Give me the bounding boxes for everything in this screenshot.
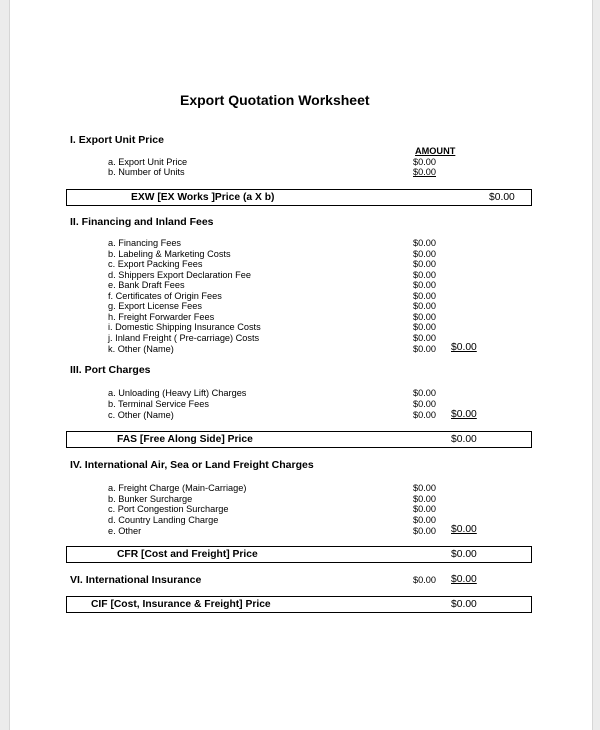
line-item-label: g. Export License Fees xyxy=(108,301,202,311)
line-item-amount: $0.00 xyxy=(413,157,436,167)
exw-price-box xyxy=(66,189,532,206)
line-item-amount: $0.00 xyxy=(413,483,436,493)
line-item-amount: $0.00 xyxy=(413,399,436,409)
line-item-label: b. Bunker Surcharge xyxy=(108,493,193,504)
line-item-amount: $0.00 xyxy=(413,504,436,514)
line-item-label: a. Export Unit Price xyxy=(108,157,188,167)
line-item-label: a. Freight Charge (Main-Carriage) xyxy=(108,483,247,493)
line-item-label: f. Certificates of Origin Fees xyxy=(108,290,222,301)
line-item-label: j. Inland Freight ( Pre-carriage) Costs xyxy=(108,332,260,343)
line-item-amount: $0.00 xyxy=(413,238,436,248)
line-item-label: i. Domestic Shipping Insurance Costs xyxy=(108,322,261,332)
line-item-amount: $0.00 xyxy=(413,167,436,177)
line-item-amount: $0.00 xyxy=(413,311,436,322)
section-4-total: $0.00 xyxy=(451,524,477,535)
section-3-total: $0.00 xyxy=(451,409,477,420)
line-item-amount: $0.00 xyxy=(413,410,436,420)
line-item-amount: $0.00 xyxy=(413,514,436,525)
cfr-price-value: $0.00 xyxy=(451,549,477,560)
line-item-label: b. Labeling & Marketing Costs xyxy=(108,248,231,259)
line-item-amount: $0.00 xyxy=(413,259,436,269)
line-item-label: k. Other (Name) xyxy=(108,344,174,354)
line-item-label: b. Terminal Service Fees xyxy=(108,399,209,409)
line-item-amount: $0.00 xyxy=(413,388,436,398)
line-item-amount: $0.00 xyxy=(413,493,436,504)
line-item-label: d. Country Landing Charge xyxy=(108,514,219,525)
worksheet-page xyxy=(9,0,593,730)
section-6-total: $0.00 xyxy=(451,574,477,585)
line-item-amount: $0.00 xyxy=(413,269,436,280)
line-item-label: c. Port Congestion Surcharge xyxy=(108,504,229,514)
cif-price-box xyxy=(66,596,532,613)
amount-column-header: AMOUNT xyxy=(415,146,456,156)
line-item-amount: $0.00 xyxy=(413,280,436,290)
section-heading-financing: II. Financing and Inland Fees xyxy=(70,216,214,228)
line-item-amount: $0.00 xyxy=(413,332,436,343)
fas-price-box xyxy=(66,431,532,448)
fas-price-label: FAS [Free Along Side] Price xyxy=(117,434,253,445)
cfr-price-label: CFR [Cost and Freight] Price xyxy=(117,549,258,560)
line-item-label: a. Unloading (Heavy Lift) Charges xyxy=(108,388,247,398)
section-heading-international-freight: IV. International Air, Sea or Land Freight Charges xyxy=(70,459,314,471)
line-item-amount: $0.00 xyxy=(413,525,436,536)
line-item-amount: $0.00 xyxy=(413,248,436,259)
exw-price-label: EXW [EX Works ]Price (a X b) xyxy=(131,192,275,203)
page-title: Export Quotation Worksheet xyxy=(180,92,370,108)
section-2-total: $0.00 xyxy=(451,342,477,353)
section-heading-export-unit-price: I. Export Unit Price xyxy=(70,134,164,146)
line-item-label: c. Other (Name) xyxy=(108,410,174,420)
line-item-amount: $0.00 xyxy=(413,290,436,301)
section-heading-insurance: VI. International Insurance xyxy=(70,574,202,586)
section-heading-port-charges: III. Port Charges xyxy=(70,364,151,376)
line-item-label: c. Export Packing Fees xyxy=(108,259,203,269)
line-item-label: a. Financing Fees xyxy=(108,238,182,248)
line-item-amount: $0.00 xyxy=(413,344,436,354)
fas-price-value: $0.00 xyxy=(451,434,477,445)
insurance-amount: $0.00 xyxy=(413,575,436,585)
line-item-amount: $0.00 xyxy=(413,301,436,311)
exw-price-value: $0.00 xyxy=(489,192,515,203)
cif-price-value: $0.00 xyxy=(451,599,477,610)
cfr-price-box xyxy=(66,546,532,563)
line-item-label: d. Shippers Export Declaration Fee xyxy=(108,269,251,280)
line-item-amount: $0.00 xyxy=(413,322,436,332)
line-item-label: e. Other xyxy=(108,525,142,536)
line-item-label: h. Freight Forwarder Fees xyxy=(108,311,215,322)
cif-price-label: CIF [Cost, Insurance & Freight] Price xyxy=(91,599,271,610)
line-item-label: b. Number of Units xyxy=(108,167,185,177)
line-item-label: e. Bank Draft Fees xyxy=(108,280,185,290)
